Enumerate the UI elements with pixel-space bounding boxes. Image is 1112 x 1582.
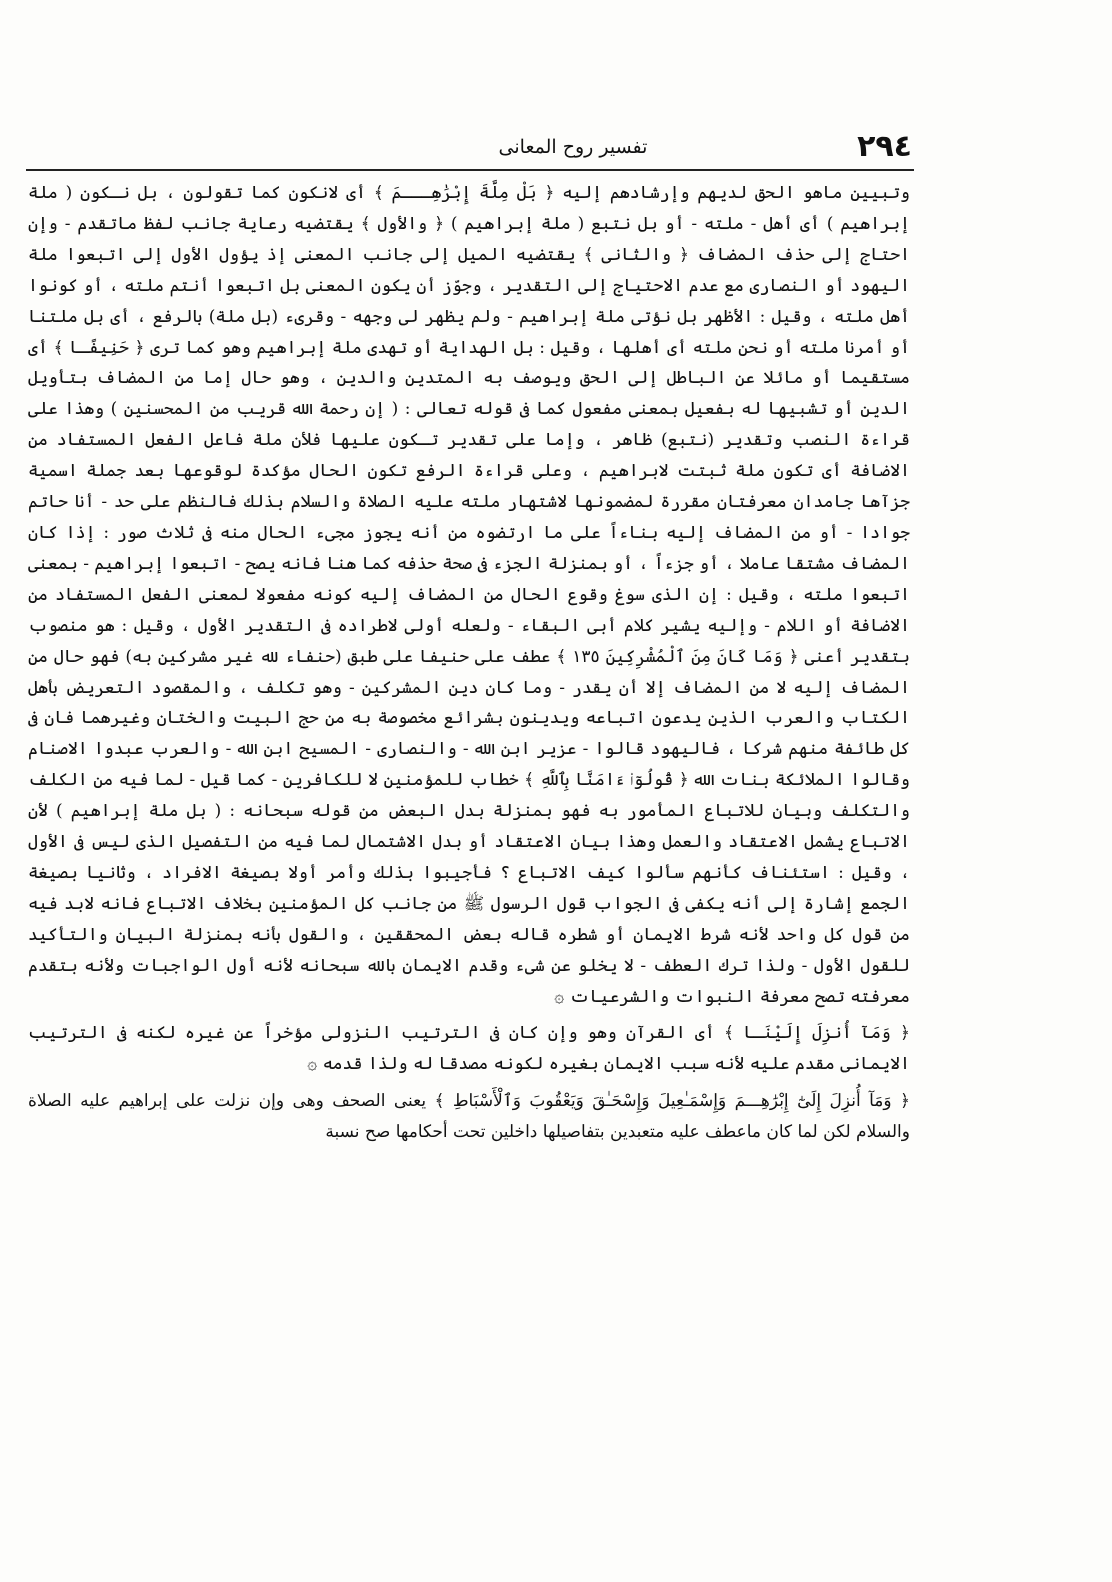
paragraph-commentary: وتبيين ماهو الحق لديهم وإرشادهم إليه ﴿ بَلْ مِلَّةَ إِبْرَٰهِـــمَ ﴾ أى لانكون كما تقولون ، بل نـكون ( ملة إبراهيم ) أى أهل - ملته - أو بل نتبع ( ملة إبراهيم ) ﴿ والأول ﴾ يقتضيه رعاية جانب لفظ ماتقدم - وإن احتاج إلى حذف المضاف ﴿ والثانى ﴾ يقتضيه الميل إلى جانب المعنى إذ يؤول الأول إلى اتبعوا ملة اليهود أو النصارى مع عدم الاحتياج إلى التقدير ، وجوّز أن يكون المعنى بل اتبعوا أنتم ملته ، أو كونوا أهل ملته ، وقيل : الأظهر بل نؤتى ملة إبراهيم - ولم يظهر لى وجهه - وقرىء (بل ملة) بالرفع ، أى بل ملتنا أو أمرنا ملته أو نحن ملته أى أهلها ، وقيل : بل الهداية أو تهدى ملة إبراهيم وهو كما ترى ﴿ حَنِيفًـا ﴾ أى مستقيما أو مائلا عن الباطل إلى الحق ويوصف به المتدين والدين ، وهو حال إما من المضاف بتأويل الدين أو تشبيها له بفعيل بمعنى مفعول كما فى قوله تعالى : ( إن رحمة الله قريب من المحسنين ) وهذا على قراءة النصب وتقدير (نتبع) ظاهر ، وإما على تقدير تـكون عليها فلأن ملة فاعل الفعل المستفاد من الاضافة أى تكون ملة ثبتت لابراهيم ، وعلى قراءة الرفع تكون الحال مؤكدة لوقوعها بعد جملة اسمية جزآها جامدان معرفتان مقررة لمضمونها لاشتهار ملته عليه الصلاة والسلام بذلك فالنظم على حد - أنا حاتم جوادا - أو من المضاف إليه بناءاً على ما ارتضوه من أنه يجوز مجىء الحال منه فى ثلاث صور : إذا كان المضاف مشتقا عاملا ، أو جزءاً ، أو بمنزلة الجزء فى صحة حذفه كما هنا فانه يصح - اتبعوا إبراهيم - بمعنى اتبعوا ملته ، وقيل : إن الذى سوغ وقوع الحال من المضاف إليه كونه مفعولا لمعنى الفعل المستفاد من الاضافة أو اللام - وإليه يشير كلام أبى البقاء - ولعله أولى لاطراده فى التقدير الأول ، وقيل : هو منصوب بتقدير أعنى ﴿ وَمَا كَانَ مِنَ ٱلْمُشْرِكِينَ ١٣٥ ﴾ عطف على حنيفا على طبق (حنفاء لله غير مشركين به) فهو حال من المضاف إليه لا من المضاف إلا أن يقدر - وما كان دين المشركين - وهو تكلف ، والمقصود التعريض بأهل الكتاب والعرب الذين يدعون اتباعه ويدينون بشرائع مخصوصة به من حج البيت والختان وغيرهما فان فى كل طائفة منهم شركا ، فاليهود قالوا - عزير ابن الله - والنصارى - المسيح ابن الله - والعرب عبدوا الاصنام وقالوا الملائكة بنات الله ﴿ قُولُوٓا۟ ءَامَنَّا بِٱللَّهِ ﴾ خطاب للمؤمنين لا للكافرين - كما قيل - لما فيه من الكلف والتكلف وبيان للاتباع المأمور به فهو بمنزلة بدل البعض من قوله سبحانه : ( بل ملة إبراهيم ) لأن الاتباع يشمل الاعتقاد والعمل وهذا بيان الاعتقاد أو بدل الاشتمال لما فيه من التفصيل الذى ليس فى الأول ، وقيل : استئناف كأنهم سألوا كيف الاتباع ؟ فأجيبوا بذلك وأمر أولا بصيغة الافراد ، وثانيا بصيغة الجمع إشارة إلى أنه يكفى فى الجواب قول الرسول ﷺ من جانب كل المؤمنين بخلاف الاتباع فانه لابد فيه من قول كل واحد لأنه شرط الايمان أو شطره قاله بعض المحققين ، والقول بأنه بمنزلة البيان والتأكيد للقول الأول - ولذا ترك العطف - لا يخلو عن شىء وقدم الايمان بالله سبحانه لأنه أول الواجبات ولأنه بتقدم معرفته تصح معرفة النبوات والشرعيات ۞ — [28, 183, 910, 1007]
header-rule — [26, 169, 914, 171]
body-text — [28, 178, 910, 1508]
paragraph-revealed-to-us: ﴿ وَمَآ أُنزِلَ إِلَيْنَـا ﴾ أى القرآن وهو وإن كان فى الترتيب النزولى مؤخراً عن غيره لكنه فى الترتيب الايمانى مقدم عليه لأنه سبب الايمان بغيره لكونه مصدقا له ولذا قدمه ۞ — [28, 1023, 910, 1075]
paragraph-revealed-to-abraham: ﴿ وَمَآ أُنزِلَ إِلَىٰٓ إِبْرَٰهِـــمَ وَإِسْمَـٰعِيلَ وَإِسْحَـٰقَ وَيَعْقُوبَ وَٱلْأَسْبَاطِ ﴾ يعنى الصحف وهى وإن نزلت على إبراهيم عليه الصلاة والسلام لكن لما كان ماعطف عليه متعبدين بتفاصيلها داخلين تحت أحكامها صح نسبة — [28, 1091, 910, 1143]
page-number: ٢٩٤ — [857, 129, 912, 164]
page-header — [232, 128, 914, 168]
running-title: تفسير روح المعانى — [498, 136, 648, 158]
